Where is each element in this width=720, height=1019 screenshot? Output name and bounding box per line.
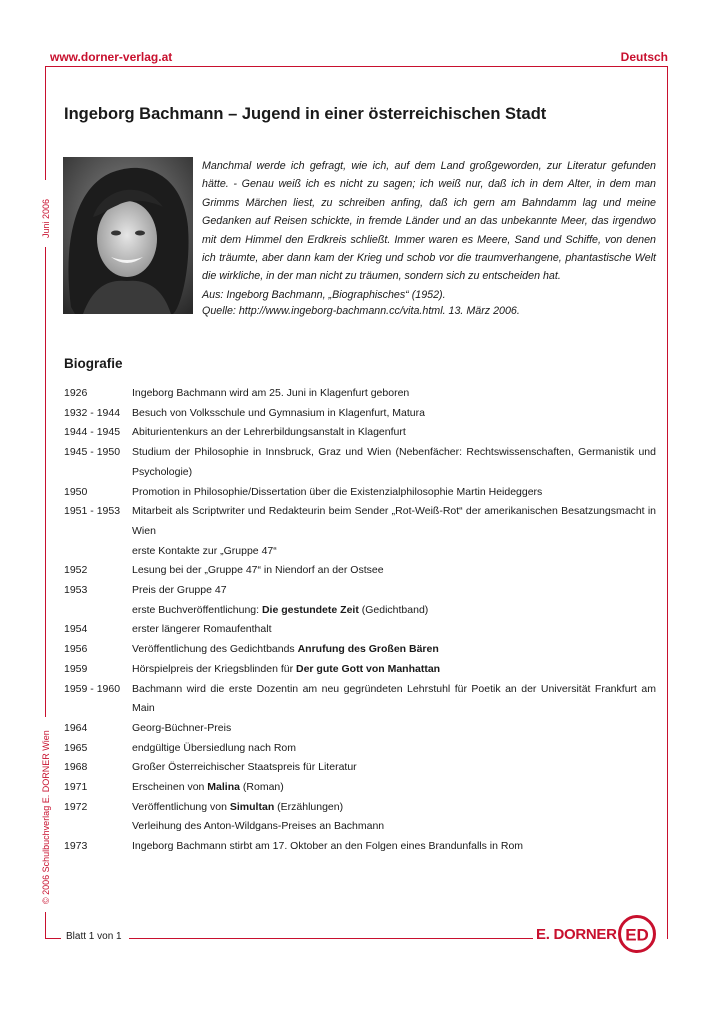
biography-text-main: endgültige Übersiedlung nach Rom — [132, 741, 297, 754]
biography-row — [64, 561, 656, 581]
biography-year — [64, 817, 132, 837]
biography-list — [64, 384, 656, 857]
dorner-logo-icon — [617, 914, 657, 954]
biography-text-main: erste Kontakte zur „Gruppe 47“ — [132, 544, 277, 557]
biography-row — [64, 719, 656, 739]
frame-left-rule-bottom — [45, 912, 46, 939]
frame-bottom-rule — [129, 938, 533, 939]
biography-row — [64, 483, 656, 503]
frame-right-rule — [667, 66, 668, 939]
biography-work-title: Der gute Gott von Manhattan — [296, 662, 441, 675]
biography-text — [132, 483, 656, 503]
biography-year: 1968 — [64, 761, 88, 774]
biography-row — [64, 423, 656, 443]
biography-text-after: (Roman) — [239, 781, 284, 794]
biography-text — [132, 581, 656, 601]
biography-year: 1954 — [64, 623, 88, 636]
quote-text: Manchmal werde ich gefragt, wie ich, auf dem Land großgeworden, zur Literatur gefunden hätte. - Genau weiß ich es nicht zu sagen; ich weiß nur, daß ich in dem Alter, in dem man Grimms Märchen liest, zu schreiben anfing, daß ich gern am Bahndamm lag und meine Gedanken auf Reisen schickte, in fremde Länder und an das unbekannte Meer, das irgendwo mit dem Himmel den Erdkreis schließt. Immer waren es Meere, Sand und Schiffe, von denen ich träumte, aber dann kam der Krieg und schob vor die traumverhangene, phantastische Welt die wirkliche, in der man nicht zu träumen, sondern sich zu entscheiden hat. — [202, 160, 656, 283]
biography-year: 1944 - 1945 — [64, 426, 121, 439]
biography-text-main: Veröffentlichung von — [132, 800, 230, 813]
biography-text-main: Hörspielpreis der Kriegsblinden für — [132, 662, 296, 675]
biography-text-main: Bachmann wird die erste Dozentin am neu gegründeten Lehrstuhl für Poetik an der Universität Frankfurt am Main — [132, 682, 656, 715]
author-portrait — [63, 157, 193, 314]
biography-year: 1965 — [64, 741, 88, 754]
biography-text — [132, 502, 656, 541]
logo-lettering: ED — [625, 925, 649, 945]
frame-top-rule — [45, 66, 668, 67]
side-date: Juni 2006 — [41, 198, 51, 238]
biography-year: 1964 — [64, 721, 88, 734]
frame-left-rule-middle — [45, 247, 46, 717]
biography-year: 1959 - 1960 — [64, 682, 121, 695]
biography-year: 1950 — [64, 485, 88, 498]
subject-label: Deutsch — [620, 50, 668, 64]
frame-left-rule — [45, 66, 46, 180]
biography-row — [64, 601, 656, 621]
biography-row — [64, 680, 656, 719]
biography-row — [64, 817, 656, 837]
biography-text-main: Erscheinen von — [132, 781, 208, 794]
biography-text — [132, 384, 656, 404]
page-indicator: Blatt 1 von 1 — [66, 931, 122, 942]
biography-text-main: Studium der Philosophie in Innsbruck, Graz und Wien (Nebenfächer: Rechtswissenschaften, Germanistik und Psychologie) — [132, 446, 656, 478]
biography-text — [132, 680, 656, 719]
source-aus: Aus: Ingeborg Bachmann, „Biographisches“ (1952). — [202, 289, 446, 301]
biography-year — [64, 542, 132, 562]
biography-year: 1973 — [64, 840, 88, 853]
biography-text-main: Abiturientenkurs an der Lehrerbildungsanstalt in Klagenfurt — [132, 426, 406, 439]
biography-text-main: Preis der Gruppe 47 — [132, 584, 227, 597]
biography-text-after: (Gedichtband) — [358, 603, 429, 616]
biography-row — [64, 758, 656, 778]
biography-text — [132, 778, 656, 798]
biography-row — [64, 443, 656, 482]
biography-row — [64, 660, 656, 680]
biography-text — [132, 443, 656, 482]
biography-work-title: Simultan — [229, 800, 275, 813]
biography-row — [64, 739, 656, 759]
biography-year: 1971 — [64, 781, 88, 794]
biography-year: 1951 - 1953 — [64, 505, 121, 518]
biography-year: 1952 — [64, 564, 88, 577]
biography-text — [132, 561, 656, 581]
biography-text — [132, 640, 656, 660]
biography-text-main: Promotion in Philosophie/Dissertation über die Existenzialphilosophie Martin Heideggers — [132, 485, 543, 498]
biography-work-title: Anrufung des Großen Bären — [297, 643, 439, 656]
biography-year: 1932 - 1944 — [64, 406, 121, 419]
biography-text-main: Großer Österreichischer Staatspreis für Literatur — [132, 761, 357, 774]
biography-text — [132, 798, 656, 818]
biography-text-main: erster längerer Romaufenthalt — [132, 623, 272, 636]
biography-row — [64, 542, 656, 562]
biography-row — [64, 798, 656, 818]
biography-text-main: Verleihung des Anton-Wildgans-Preises an Bachmann — [132, 820, 385, 833]
biography-year: 1959 — [64, 662, 88, 675]
biography-row — [64, 778, 656, 798]
biography-text — [132, 758, 656, 778]
frame-bottom-rule-left — [45, 938, 61, 939]
source-quelle[interactable]: Quelle: http://www.ingeborg-bachmann.cc/vita.html. 13. März 2006. — [202, 305, 520, 317]
biography-text — [132, 423, 656, 443]
biography-text-main: Ingeborg Bachmann stirbt am 17. Oktober an den Folgen eines Brandunfalls in Rom — [132, 840, 524, 853]
biography-text — [132, 660, 656, 680]
biography-row — [64, 640, 656, 660]
biography-work-title: Malina — [207, 781, 240, 794]
biography-text-main: Besuch von Volksschule und Gymnasium in Klagenfurt, Matura — [132, 406, 425, 419]
biography-text — [132, 542, 656, 562]
biography-text — [132, 817, 656, 837]
biography-text — [132, 837, 656, 857]
biography-text-main: Mitarbeit als Scriptwriter und Redakteurin beim Sender „Rot-Weiß-Rot“ der amerikanischen Besatzungsmacht in Wien — [132, 505, 656, 537]
biography-row — [64, 581, 656, 601]
biography-work-title: Die gestundete Zeit — [261, 603, 359, 616]
biography-text — [132, 404, 656, 424]
page-title: Ingeborg Bachmann – Jugend in einer österreichischen Stadt — [64, 105, 547, 123]
biography-text-main: Veröffentlichung des Gedichtbands — [132, 643, 298, 656]
biography-text-main: erste Buchveröffentlichung: — [132, 603, 262, 616]
biography-year: 1945 - 1950 — [64, 446, 121, 459]
biography-year: 1956 — [64, 643, 88, 656]
biography-text — [132, 739, 656, 759]
brand-name: E. DORNER — [536, 926, 617, 943]
biography-text-main: Georg-Büchner-Preis — [132, 721, 232, 734]
biography-text — [132, 601, 656, 621]
biography-text-after: (Erzählungen) — [274, 800, 344, 813]
biography-row — [64, 620, 656, 640]
biography-year: 1953 — [64, 584, 88, 597]
biography-heading: Biografie — [64, 356, 123, 371]
biography-year: 1972 — [64, 800, 88, 813]
biography-year — [64, 601, 132, 621]
biography-row — [64, 837, 656, 857]
side-copyright: © 2006 Schulbuchverlag E. DORNER Wien — [41, 730, 51, 904]
biography-row — [64, 502, 656, 541]
biography-text — [132, 719, 656, 739]
biography-text-main: Ingeborg Bachmann wird am 25. Juni in Klagenfurt geboren — [132, 387, 410, 399]
biography-text — [132, 620, 656, 640]
biography-text-main: Lesung bei der „Gruppe 47“ in Niendorf an der Ostsee — [132, 564, 384, 577]
biography-year: 1926 — [64, 387, 88, 399]
biography-row — [64, 384, 656, 404]
publisher-url[interactable]: www.dorner-verlag.at — [50, 50, 173, 64]
quote-source — [202, 287, 656, 319]
biography-row — [64, 404, 656, 424]
